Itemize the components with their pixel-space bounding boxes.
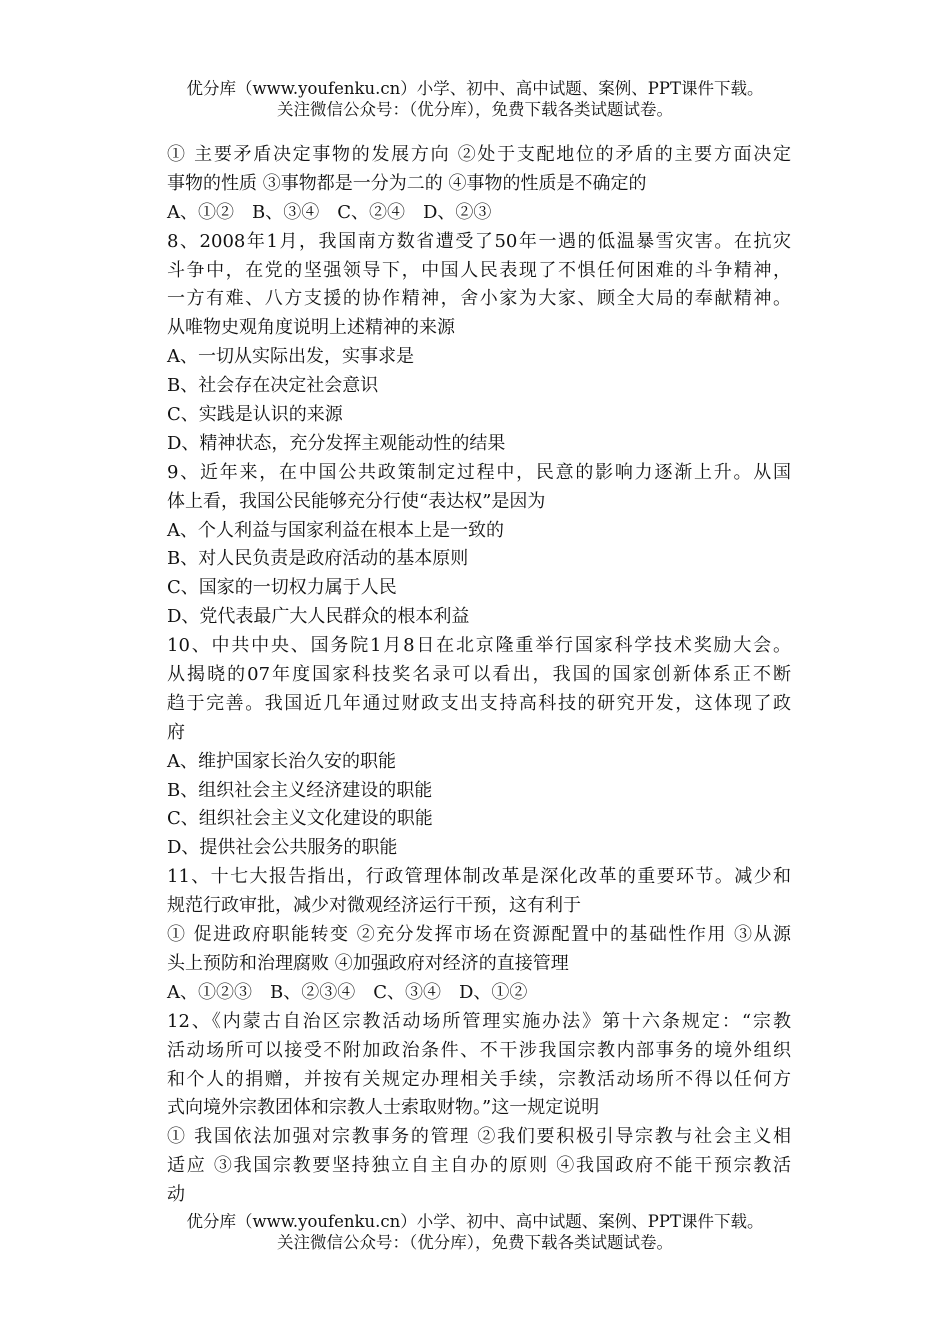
text-line: 府 [167, 721, 185, 743]
text-line: 10、中共中央、国务院1月8日在北京隆重举行国家科学技术奖励大会。 [167, 635, 791, 657]
text-line: ① 我国依法加强对宗教事务的管理 ②我们要积极引导宗教与社会主义相 [167, 1126, 791, 1148]
text-line: ① 主要矛盾决定事物的发展方向 ②处于支配地位的矛盾的主要方面决定 [167, 144, 791, 165]
text-line: C、国家的一切权力属于人民 [167, 577, 397, 599]
text-line: 和个人的捐赠，并按有关规定办理相关手续，宗教活动场所不得以任何方 [167, 1068, 791, 1090]
footer-line-1: 优分库（www.youfenku.cn）小学、初中、高中试题、案例、PPT课件下载。 [186, 1212, 764, 1231]
text-line: D、精神状态，充分发挥主观能动性的结果 [167, 432, 506, 454]
text-line: 规范行政审批，减少对微观经济运行干预，这有利于 [167, 895, 581, 917]
text-line: C、组织社会主义文化建设的职能 [167, 808, 433, 830]
text-line: 头上预防和治理腐败 ④加强政府对经济的直接管理 [167, 952, 569, 974]
text-line: B、组织社会主义经济建设的职能 [167, 779, 433, 801]
text-line: 趋于完善。我国近几年通过财政支出支持高科技的研究开发，这体现了政 [167, 692, 791, 714]
page-header [0, 78, 950, 120]
text-line: 适应 ③我国宗教要坚持独立自主自办的原则 ④我国政府不能干预宗教活 [167, 1155, 791, 1177]
text-line: 斗争中，在党的坚强领导下，中国人民表现了不惧任何困难的斗争精神， [167, 259, 791, 281]
text-line: 体上看，我国公民能够充分行使“表达权”是因为 [167, 490, 546, 512]
footer-line-2: 关注微信公众号：（优分库），免费下载各类试题试卷。 [277, 1233, 673, 1252]
text-line: 动 [167, 1184, 185, 1206]
text-line: 事物的性质 ③事物都是一分为二的 ④事物的性质是不确定的 [167, 172, 647, 194]
text-line: 一方有难、八方支援的协作精神，舍小家为大家、顾全大局的奉献精神。 [167, 288, 791, 310]
text-line: 从揭晓的07年度国家科技奖名录可以看出，我国的国家创新体系正不断 [167, 664, 791, 686]
text-line: 12、《内蒙古自治区宗教活动场所管理实施办法》第十六条规定：“宗教 [167, 1010, 791, 1032]
text-line: A、维护国家长治久安的职能 [167, 750, 396, 772]
text-line: ① 促进政府职能转变 ②充分发挥市场在资源配置中的基础性作用 ③从源 [167, 924, 791, 946]
text-line: A、个人利益与国家利益在根本上是一致的 [167, 519, 504, 541]
text-line: 活动场所可以接受不附加政治条件、不干涉我国宗教内部事务的境外组织 [167, 1039, 791, 1061]
text-line: A、①② B、③④ C、②④ D、②③ [167, 201, 492, 223]
text-line: D、党代表最广大人民群众的根本利益 [167, 606, 470, 628]
header-line-1: 优分库（www.youfenku.cn）小学、初中、高中试题、案例、PPT课件下载。 [186, 79, 764, 98]
text-line: B、社会存在决定社会意识 [167, 375, 379, 397]
text-line: 式向境外宗教团体和宗教人士索取财物。”这一规定说明 [167, 1097, 600, 1119]
text-line: 11、十七大报告指出，行政管理体制改革是深化改革的重要环节。减少和 [167, 866, 791, 888]
text-line: C、实践是认识的来源 [167, 404, 343, 426]
text-line: 8、2008年1月，我国南方数省遭受了50年一遇的低温暴雪灾害。在抗灾 [167, 230, 791, 252]
text-line: D、提供社会公共服务的职能 [167, 837, 398, 859]
text-line: 从唯物史观角度说明上述精神的来源 [167, 317, 455, 339]
text-line: A、一切从实际出发，实事求是 [167, 346, 414, 368]
document-body [167, 141, 791, 1210]
text-line: B、对人民负责是政府活动的基本原则 [167, 548, 469, 570]
text-line: 9、近年来，在中国公共政策制定过程中，民意的影响力逐渐上升。从国 [167, 461, 791, 483]
header-line-2: 关注微信公众号：（优分库），免费下载各类试题试卷。 [277, 100, 673, 119]
text-line: A、①②③ B、②③④ C、③④ D、①② [167, 981, 528, 1003]
page-footer [0, 1211, 950, 1253]
